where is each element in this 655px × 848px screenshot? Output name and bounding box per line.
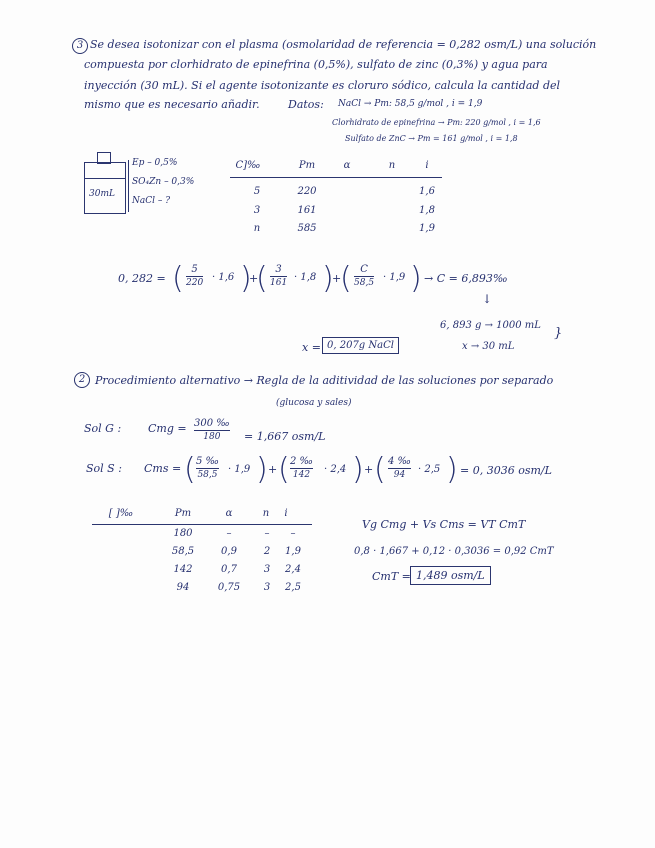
solg-frac-den: 180	[203, 432, 221, 442]
sols-plus-1: +	[268, 463, 278, 476]
sols-result: = 0, 3036 osm/L	[460, 464, 552, 477]
t2-r1-pm: 180	[173, 528, 193, 539]
t1-r2-pm: 161	[297, 205, 317, 216]
eq1-frac-1	[186, 264, 203, 288]
sols-paren-close-3: )	[446, 452, 458, 487]
t1-r2-i: 1,8	[419, 205, 435, 216]
mix-equation-3-lhs: CmT =	[372, 570, 411, 583]
beaker-component-2: SO₄Zn – 0,3%	[132, 177, 195, 187]
eq1-plus-1: +	[249, 272, 259, 285]
t2-header-i: i	[284, 508, 288, 519]
eq1-frac-3-den: 58,5	[354, 278, 375, 288]
sols-frac-3-num: 4 ‰	[388, 456, 411, 467]
solg-label: Sol G :	[84, 422, 122, 435]
eq1-frac-2-bar	[270, 276, 287, 277]
eq1-frac-1-bar	[186, 276, 203, 277]
sols-frac-1-num: 5 ‰	[196, 456, 219, 467]
t1-r2-c: 3	[253, 205, 261, 216]
beaker-bracket	[128, 160, 129, 212]
eq1-lhs: 0, 282 =	[118, 272, 166, 285]
t1-r1-pm: 220	[297, 186, 317, 197]
t1-header-c: C]‰	[235, 160, 261, 171]
sols-label: Sol S :	[86, 462, 122, 475]
t1-header-pm: Pm	[298, 160, 316, 171]
problem-line-3: inyección (30 mL). Si el agente isotonizante es cloruro sódico, calcula la cantidad del	[84, 79, 561, 92]
beaker-component-3: NaCl – ?	[132, 196, 171, 206]
answer-box: 0, 207g NaCl	[322, 337, 399, 354]
t2-header-pm: Pm	[174, 508, 192, 519]
t1-header-rule	[230, 177, 442, 178]
problem-line-2: compuesta por clorhidrato de epinefrina (0,5%), sulfato de zinc (0,3%) y agua para	[84, 58, 548, 71]
solg-result: = 1,667 osm/L	[244, 430, 326, 443]
sols-frac-3-bar	[388, 468, 411, 469]
mix-equation-2: 0,8 · 1,667 + 0,12 · 0,3036 = 0,92 CmT	[354, 546, 554, 557]
proportion-brace: }	[554, 326, 563, 341]
beaker-level-line	[84, 178, 125, 179]
eq1-paren-close-2: )	[322, 261, 334, 296]
t1-r3-i: 1,9	[419, 223, 435, 234]
procedure-subtitle: (glucosa y sales)	[276, 398, 352, 408]
eq1-paren-open-3: (	[340, 261, 352, 296]
datos-label: Datos:	[288, 98, 324, 111]
procedure-number-circle: 2	[74, 372, 90, 388]
mix-answer-box: 1,489 osm/L	[410, 566, 491, 585]
t1-header-alpha: α	[343, 160, 351, 171]
sols-frac-3-den: 94	[393, 470, 406, 480]
t2-header-rule	[92, 524, 312, 525]
eq1-frac-2-den: 161	[270, 278, 288, 288]
t2-r1-alpha: –	[226, 528, 232, 539]
sols-frac-1-den: 58,5	[197, 470, 218, 480]
t2-r2-alpha: 0,9	[221, 546, 237, 557]
eq1-frac-3	[354, 264, 374, 288]
solg-frac-bar	[194, 430, 230, 431]
eq1-result: → C = 6,893‰	[424, 272, 508, 285]
t2-r3-i: 2,4	[285, 564, 301, 575]
beaker-spout	[97, 152, 111, 164]
eq1-frac-1-den: 220	[186, 278, 204, 288]
beaker-drawing	[84, 162, 126, 214]
t2-r2-pm: 58,5	[171, 546, 195, 557]
t2-header-alpha: α	[225, 508, 233, 519]
eq1-paren-close-1: )	[240, 261, 252, 296]
t2-r4-pm: 94	[176, 582, 190, 593]
t2-r4-i: 2,5	[285, 582, 301, 593]
sols-frac-2	[290, 456, 313, 480]
procedure-title: Procedimiento alternativo → Regla de la aditividad de las soluciones por separado	[95, 374, 554, 387]
beaker-component-1: Ep – 0,5%	[132, 158, 178, 168]
t1-r3-c: n	[253, 223, 261, 234]
eq1-paren-open-2: (	[256, 261, 268, 296]
sols-paren-open-1: (	[184, 452, 196, 487]
sols-frac-2-num: 2 ‰	[290, 456, 313, 467]
solg-lhs: Cmg =	[148, 422, 187, 435]
t2-r2-i: 1,9	[285, 546, 301, 557]
sols-frac-3	[388, 456, 411, 480]
problem-line-1: Se desea isotonizar con el plasma (osmolaridad de referencia = 0,282 osm/L) una solución	[90, 38, 597, 51]
sols-paren-close-2: )	[352, 452, 364, 487]
proportion-line-1: 6, 893 g → 1000 mL	[440, 320, 541, 331]
eq1-paren-open-1: (	[172, 261, 184, 296]
sols-mult-1: · 1,9	[228, 464, 251, 475]
sols-frac-1-bar	[196, 468, 219, 469]
eq1-frac-2-num: 3	[275, 264, 282, 275]
sols-paren-open-2: (	[278, 452, 290, 487]
t2-r4-alpha: 0,75	[217, 582, 241, 593]
t2-header-n: n	[262, 508, 270, 519]
t1-r1-i: 1,6	[419, 186, 435, 197]
beaker-volume: 30mL	[89, 189, 115, 199]
eq1-paren-close-3: )	[410, 261, 422, 296]
sols-mult-2: · 2,4	[324, 464, 347, 475]
t2-r3-n: 3	[263, 564, 271, 575]
answer-prefix: x =	[302, 341, 321, 354]
problem-line-4: mismo que es necesario añadir.	[84, 98, 260, 111]
dato-epinefrina: Clorhidrato de epinefrina → Pm: 220 g/mol , i = 1,6	[332, 118, 541, 127]
t2-header-c: [ ]‰	[108, 508, 134, 519]
problem-number-circle: 3	[72, 38, 88, 54]
proportion-line-2: x → 30 mL	[462, 341, 515, 352]
t2-r1-n: –	[264, 528, 270, 539]
t1-header-i: i	[425, 160, 429, 171]
t1-header-n: n	[388, 160, 396, 171]
sols-plus-2: +	[364, 463, 374, 476]
t2-r4-n: 3	[263, 582, 271, 593]
t1-r1-c: 5	[253, 186, 261, 197]
dato-sulfato-zinc: Sulfato de ZnC → Pm = 161 g/mol , i = 1,8	[345, 134, 518, 143]
dato-nacl: NaCl → Pm: 58,5 g/mol , i = 1,9	[338, 99, 483, 109]
t2-r3-pm: 142	[173, 564, 193, 575]
eq1-mult-2: · 1,8	[294, 272, 317, 283]
eq1-frac-3-bar	[354, 276, 374, 277]
solg-frac	[194, 418, 230, 442]
sols-paren-close-1: )	[256, 452, 268, 487]
t2-r3-alpha: 0,7	[221, 564, 237, 575]
t1-r3-pm: 585	[297, 223, 317, 234]
eq1-frac-3-num: C	[360, 264, 368, 275]
solg-frac-num: 300 ‰	[194, 418, 230, 429]
sols-mult-3: · 2,5	[418, 464, 441, 475]
sols-frac-1	[196, 456, 219, 480]
eq1-frac-2	[270, 264, 287, 288]
sols-paren-open-3: (	[374, 452, 386, 487]
eq1-down-arrow: ↓	[482, 292, 493, 306]
sols-frac-2-den: 142	[292, 470, 311, 480]
eq1-mult-1: · 1,6	[212, 272, 235, 283]
eq1-mult-3: · 1,9	[383, 272, 406, 283]
t2-r2-n: 2	[263, 546, 271, 557]
eq1-frac-1-num: 5	[191, 264, 198, 275]
t2-r1-i: –	[290, 528, 296, 539]
sols-lhs: Cms =	[144, 462, 182, 475]
eq1-plus-2: +	[332, 272, 342, 285]
mix-equation-1: Vg Cmg + Vs Cms = VT CmT	[362, 518, 526, 531]
sols-frac-2-bar	[290, 468, 313, 469]
